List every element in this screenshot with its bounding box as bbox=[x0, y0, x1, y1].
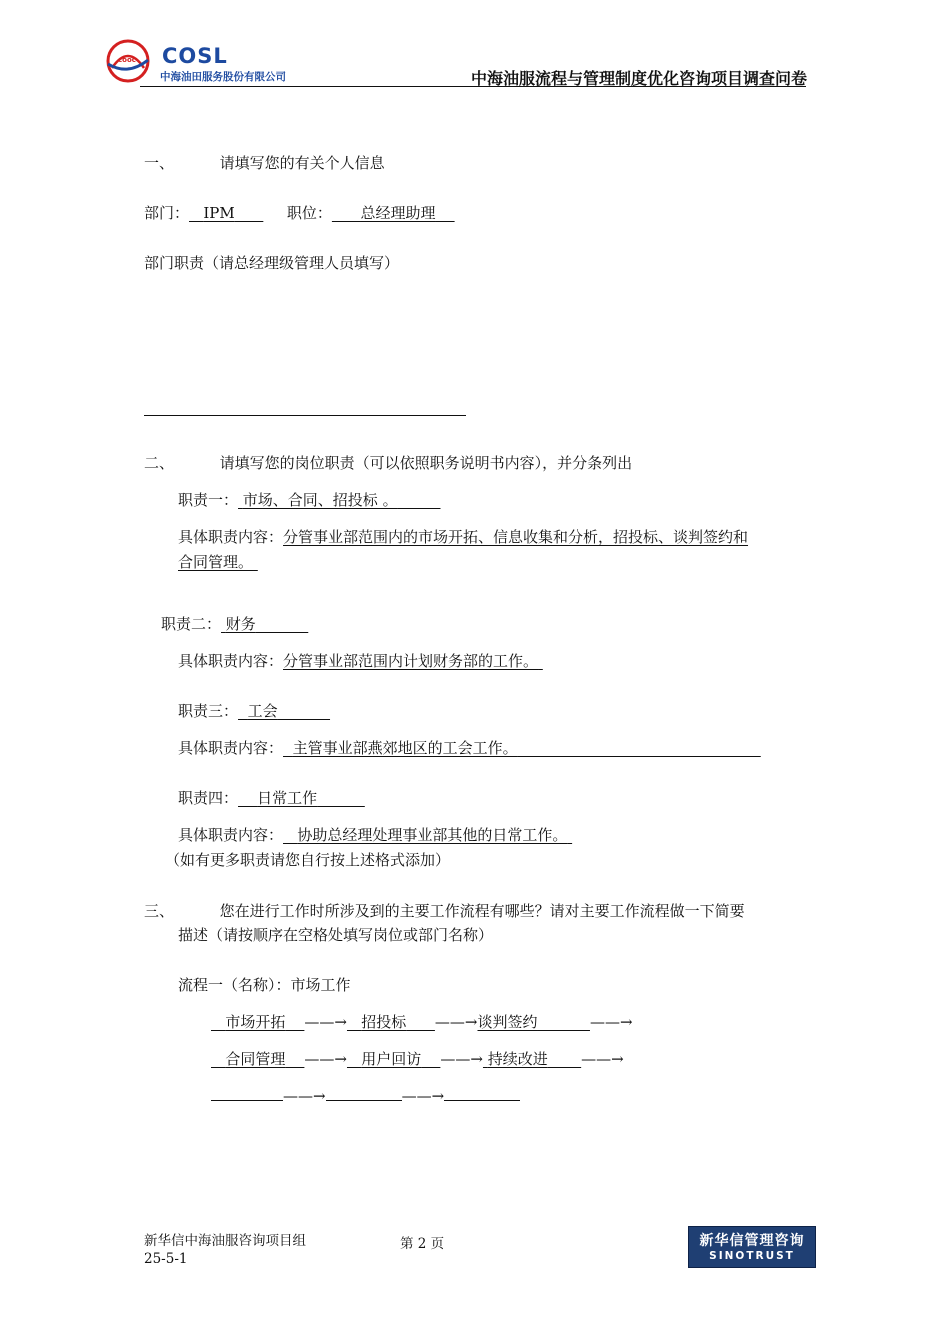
duty-2-label: 职责二： bbox=[161, 615, 222, 633]
arrow-right-icon: ——→ bbox=[304, 1013, 347, 1031]
arrow-right-icon: ——→ bbox=[581, 1050, 624, 1068]
process-step-6[interactable]: 持续改进 bbox=[487, 1050, 548, 1068]
sinotrust-logo bbox=[688, 1226, 816, 1268]
duty-3-row bbox=[178, 700, 330, 721]
process-step-2[interactable]: 招投标 bbox=[361, 1013, 407, 1031]
duty-3-field[interactable]: 工会 bbox=[247, 702, 278, 720]
duty-4-row bbox=[178, 787, 365, 808]
process-step-3[interactable]: 谈判签约 bbox=[477, 1013, 538, 1031]
more-duties-note: （如有更多职责请您自行按上述格式添加） bbox=[165, 851, 451, 869]
process-step-blank-3[interactable] bbox=[444, 1086, 520, 1101]
section-3-number: 三、 bbox=[144, 902, 175, 920]
section-1-title: 请填写您的有关个人信息 bbox=[219, 154, 385, 172]
position-field[interactable]: 总经理助理 bbox=[360, 204, 436, 222]
logo-company-name: 中海油田服务股份有限公司 bbox=[160, 71, 286, 83]
process-step-5[interactable]: 用户回访 bbox=[361, 1050, 422, 1068]
duty-4-detail-field[interactable]: 协助总经理处理事业部其他的日常工作。 bbox=[297, 826, 568, 844]
duty-4-detail-row bbox=[178, 824, 572, 845]
duty-3-label: 职责三： bbox=[178, 702, 239, 720]
process-1-title: 流程一（名称）：市场工作 bbox=[178, 976, 351, 994]
section-3-title-cont: 描述（请按顺序在空格处填写岗位或部门名称） bbox=[178, 926, 494, 944]
duty-3-detail-field[interactable]: 主管事业部燕郊地区的工会工作。 bbox=[292, 739, 518, 757]
duty-2-field[interactable]: 财务 bbox=[225, 615, 256, 633]
arrow-right-icon: ——→ bbox=[283, 1087, 326, 1105]
section-1-heading bbox=[144, 152, 385, 173]
cnooc-logo-icon bbox=[104, 38, 154, 84]
duty-1-label: 职责一： bbox=[178, 491, 239, 509]
duty-2-detail-field[interactable]: 分管事业部范围内计划财务部的工作。 bbox=[283, 652, 539, 670]
footer-group-name: 新华信中海油服咨询项目组 bbox=[144, 1233, 306, 1249]
duty-2-row bbox=[161, 613, 308, 634]
footer-page-number: 第 2 页 bbox=[400, 1236, 445, 1252]
duty-2-detail-row bbox=[178, 650, 543, 671]
process-step-blank-2[interactable] bbox=[326, 1086, 402, 1101]
duty-1-row bbox=[178, 489, 441, 510]
section-2-heading bbox=[144, 452, 632, 473]
duty-2-detail-label: 具体职责内容： bbox=[178, 652, 284, 670]
logo-wordmark: COSL bbox=[162, 44, 228, 68]
arrow-right-icon: ——→ bbox=[440, 1050, 483, 1068]
cosl-logo bbox=[104, 38, 324, 86]
dept-label: 部门： bbox=[144, 204, 190, 222]
duty-1-detail-field-2[interactable]: 合同管理。 bbox=[178, 553, 254, 571]
process-step-1[interactable]: 市场开拓 bbox=[225, 1013, 286, 1031]
arrow-right-icon: ——→ bbox=[589, 1013, 633, 1031]
duty-4-detail-label: 具体职责内容： bbox=[178, 826, 284, 844]
dept-duty-label: 部门职责（请总经理级管理人员填写） bbox=[144, 254, 400, 272]
svg-text:cooc: cooc bbox=[118, 56, 136, 64]
section-1-number: 一、 bbox=[144, 154, 175, 172]
document-title: 中海油服流程与管理制度优化咨询项目调查问卷 bbox=[470, 69, 807, 88]
sinotrust-logo-cn: 新华信管理咨询 bbox=[699, 1233, 805, 1249]
section-2-title: 请填写您的岗位职责（可以依照职务说明书内容），并分条列出 bbox=[219, 454, 633, 472]
position-label: 职位： bbox=[286, 204, 332, 222]
duty-1-detail-row-2 bbox=[178, 551, 258, 572]
process-flow-row-3 bbox=[211, 1086, 520, 1105]
process-flow-row-2 bbox=[211, 1048, 624, 1069]
duty-1-detail-row bbox=[178, 526, 748, 547]
duty-3-detail-row bbox=[178, 737, 761, 758]
process-step-4[interactable]: 合同管理 bbox=[225, 1050, 286, 1068]
process-step-blank-1[interactable] bbox=[211, 1086, 283, 1101]
footer-group bbox=[144, 1232, 306, 1268]
duty-1-field[interactable]: 市场、合同、招投标 。 bbox=[242, 491, 398, 509]
process-flow-row-1 bbox=[211, 1011, 633, 1032]
duty-4-field[interactable]: 日常工作 bbox=[257, 789, 318, 807]
dept-field[interactable]: IPM bbox=[203, 204, 235, 222]
arrow-right-icon: ——→ bbox=[434, 1013, 478, 1031]
dept-position-row bbox=[144, 202, 455, 223]
duty-1-detail-field[interactable]: 分管事业部范围内的市场开拓、信息收集和分析，招投标、谈判签约和 bbox=[283, 528, 749, 546]
section-2-number: 二、 bbox=[144, 454, 175, 472]
header-divider bbox=[140, 86, 806, 87]
sinotrust-logo-en: SINOTRUST bbox=[709, 1250, 795, 1262]
duty-3-detail-label: 具体职责内容： bbox=[178, 739, 284, 757]
arrow-right-icon: ——→ bbox=[304, 1050, 347, 1068]
duty-4-label: 职责四： bbox=[178, 789, 239, 807]
duty-1-detail-label: 具体职责内容： bbox=[178, 528, 284, 546]
dept-duty-field[interactable] bbox=[144, 415, 466, 416]
section-3-heading bbox=[144, 900, 745, 921]
footer-date: 25-5-1 bbox=[144, 1251, 188, 1267]
section-3-title: 您在进行工作时所涉及到的主要工作流程有哪些？请对主要工作流程做一下简要 bbox=[219, 902, 745, 920]
arrow-right-icon: ——→ bbox=[401, 1087, 445, 1105]
